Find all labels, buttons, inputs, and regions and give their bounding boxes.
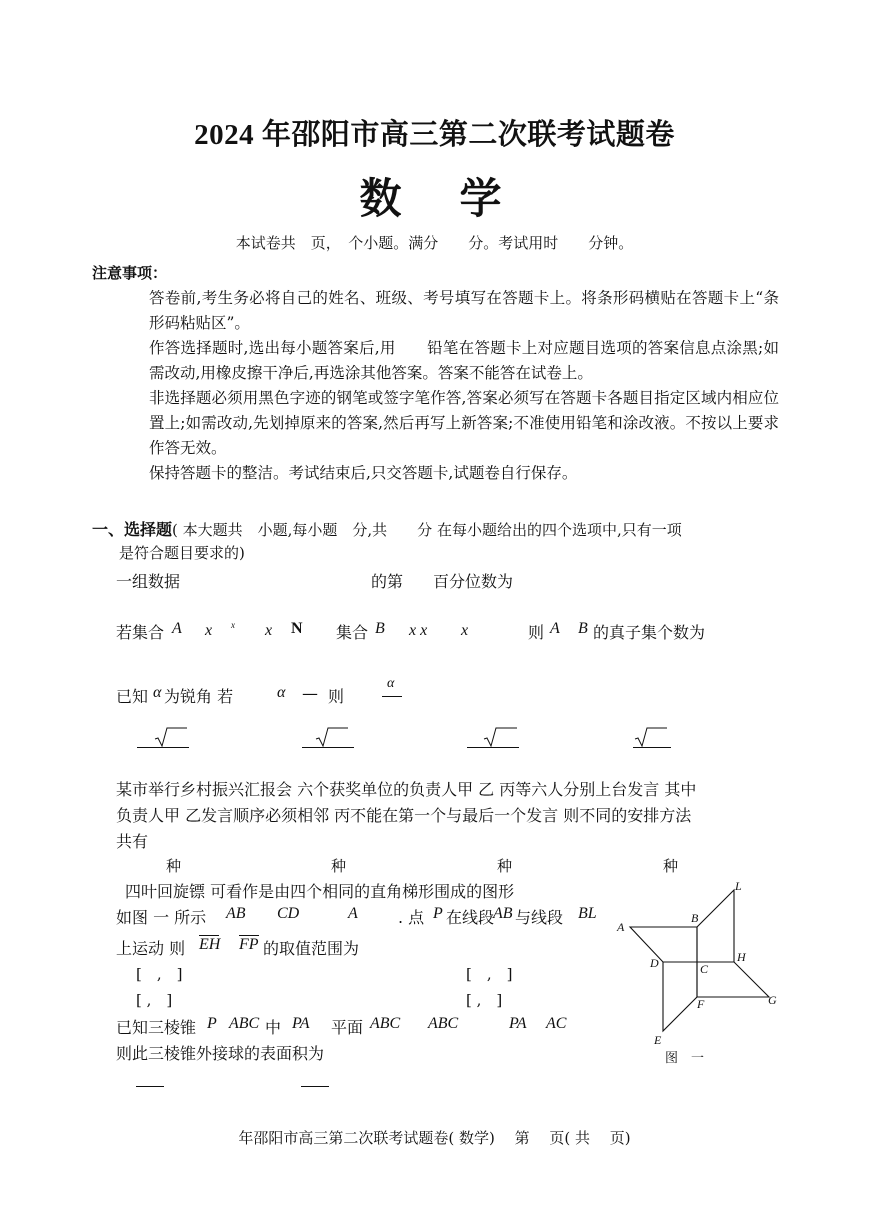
- q5-option-a: [ , ]: [136, 965, 183, 983]
- q5-vec-fp-bar: [239, 935, 259, 936]
- notice-label: 注意事项：: [92, 264, 168, 282]
- q5-option-d: [ , ]: [466, 991, 503, 1009]
- q3-text-c: 则: [328, 687, 345, 706]
- q2-set-a: A: [172, 620, 182, 637]
- q2-text-a: 若集合: [116, 623, 165, 642]
- q3-alpha: α: [277, 684, 286, 701]
- q6-line2: 则此三棱锥外接球的表面积为: [116, 1044, 325, 1063]
- notice-item: 非选择题必须用黑色字迹的钢笔或签字笔作答,答案必须写在答题卡各题目指定区域内相应位置上;如需改动,先划掉原来的答案,然后再写上新答案;不准使用铅笔和涂改液。不按以上要求作答无效。: [149, 389, 779, 457]
- q3-option-b-radical: [302, 726, 354, 748]
- q3-option-a-radical: [137, 726, 189, 748]
- notice-list: [149, 286, 779, 486]
- notice-item: 答卷前,考生务必将自己的姓名、班级、考号填写在答题卡上。将条形码横贴在答题卡上“条形码粘贴区”。: [149, 289, 779, 332]
- q5-line3a: 上运动 则: [116, 939, 186, 958]
- q5-vec-eh: EH: [199, 936, 221, 953]
- q4-line2: 负责人甲 乙发言顺序必须相邻 丙不能在第一个与最后一个发言 则不同的安排方法: [116, 806, 692, 825]
- figure-caption: 图 一: [665, 1051, 705, 1066]
- q1-text-a: 一组数据: [116, 572, 181, 591]
- q6-text-b: 中: [265, 1018, 282, 1037]
- q4-option-b: 种: [331, 857, 347, 875]
- q3-option-d-radical: [633, 726, 685, 748]
- q5-seg-bl: BL: [578, 905, 597, 922]
- q6-plane-abc: ABC: [370, 1015, 401, 1032]
- q5-option-c: [ , ]: [136, 991, 173, 1009]
- q2-set-b2: B: [578, 620, 588, 637]
- q2-var-x: x: [205, 622, 213, 639]
- section-title: 一、选择题: [92, 520, 173, 539]
- q4-line3: 共有: [116, 832, 149, 851]
- q4-line1: 某市举行乡村振兴汇报会 六个获奖单位的负责人甲 乙 丙等六人分别上台发言 其中: [116, 780, 697, 799]
- q3-text-b: 为锐角 若: [164, 687, 234, 706]
- q5-line2c: 在线段: [446, 908, 495, 927]
- q6-text-a: 已知三棱锥: [116, 1018, 197, 1037]
- exam-title: 2024 年邵阳市高三第二次联考试题卷: [194, 119, 675, 151]
- q3-dash: —: [302, 684, 318, 703]
- q6-seg-pa2: PA: [509, 1015, 527, 1032]
- q2-set-b: B: [375, 620, 385, 637]
- q5-line2b: . 点: [398, 908, 425, 927]
- q2-set-a2: A: [550, 620, 560, 637]
- boomerang-figure: [612, 876, 787, 1051]
- notice-item: 保持答题卡的整洁。考试结束后,只交答题卡,试题卷自行保存。: [149, 464, 578, 482]
- q4-option-d: 种: [663, 857, 679, 875]
- q5-line3b: 的取值范围为: [263, 939, 360, 958]
- q6-text-c: 平面: [331, 1018, 364, 1037]
- q3-alpha-numerator: α: [387, 676, 395, 691]
- q6-seg-ac: AC: [546, 1015, 567, 1032]
- q2-text-b: 集合: [336, 623, 369, 642]
- q5-line2d: 与线段: [515, 908, 564, 927]
- q5-line1: 四叶回旋镖 可看作是由四个相同的直角梯形围成的图形: [125, 882, 515, 901]
- q6-tri-abc: ABC: [229, 1015, 260, 1032]
- figure-label-l: L: [735, 879, 742, 893]
- q3-text-a: 已知: [116, 687, 149, 706]
- q2-sup: x: [231, 620, 235, 630]
- figure-label-d: D: [650, 956, 659, 970]
- q6-option-b-line: [301, 1086, 329, 1087]
- section-desc-line2: 是符合题目要求的): [119, 544, 245, 562]
- q5-option-b: [ , ]: [466, 965, 513, 983]
- q4-option-c: 种: [497, 857, 513, 875]
- q2-text-d: 的真子集个数为: [593, 623, 706, 642]
- figure-label-e: E: [654, 1033, 662, 1047]
- q6-option-a-line: [136, 1086, 164, 1087]
- subject-title: 数 学: [359, 174, 510, 223]
- q5-line2a: 如图 一 所示: [116, 908, 207, 927]
- q2-text-c: 则: [528, 623, 545, 642]
- q2-var-x: x: [461, 622, 469, 639]
- q4-option-a: 种: [166, 857, 182, 875]
- notice-item: 作答选择题时,选出每小题答案后,用 铅笔在答题卡上对应题目选项的答案信息点涂黑;如需改动,用橡皮擦干净后,再选涂其他答案。答案不能答在试卷上。: [149, 339, 779, 382]
- figure-label-g: G: [768, 993, 777, 1007]
- q1-text-b: 的第: [371, 572, 404, 591]
- q3-fraction-line: [382, 696, 402, 697]
- q5-vec-fp: FP: [239, 936, 259, 953]
- q6-seg-pa: PA: [292, 1015, 310, 1032]
- q5-seg-cd: CD: [277, 905, 300, 922]
- q5-seg-ab: AB: [226, 905, 246, 922]
- figure-label-h: H: [737, 950, 746, 964]
- q2-var-x: x: [265, 622, 273, 639]
- section-desc: ( 本大题共 小题,每小题 分,共 分 在每小题给出的四个选项中,只有一项: [172, 521, 682, 539]
- q5-angle-a: A: [348, 905, 358, 922]
- figure-label-a: A: [617, 920, 625, 934]
- q6-point-p: P: [207, 1015, 217, 1032]
- q6-angle-abc: ABC: [428, 1015, 459, 1032]
- q5-point-p: P: [433, 905, 443, 922]
- q5-vec-eh-bar: [199, 935, 219, 936]
- q3-option-c-radical: [467, 726, 519, 748]
- figure-label-c: C: [700, 962, 709, 976]
- page-footer: 年邵阳市高三第二次联考试题卷( 数学) 第 页( 共 页): [238, 1129, 631, 1147]
- q5-seg-ab2: AB: [493, 905, 513, 922]
- q3-alpha: α: [153, 684, 162, 701]
- figure-label-f: F: [697, 997, 705, 1011]
- q2-naturals: N: [291, 620, 303, 637]
- section-heading: [92, 517, 682, 540]
- figure-label-b: B: [691, 911, 699, 925]
- q2-var-xx: x x: [409, 622, 428, 639]
- exam-info: 本试卷共 页， 个小题。满分 分。考试用时 分钟。: [235, 234, 634, 252]
- q1-text-c: 百分位数为: [433, 572, 514, 591]
